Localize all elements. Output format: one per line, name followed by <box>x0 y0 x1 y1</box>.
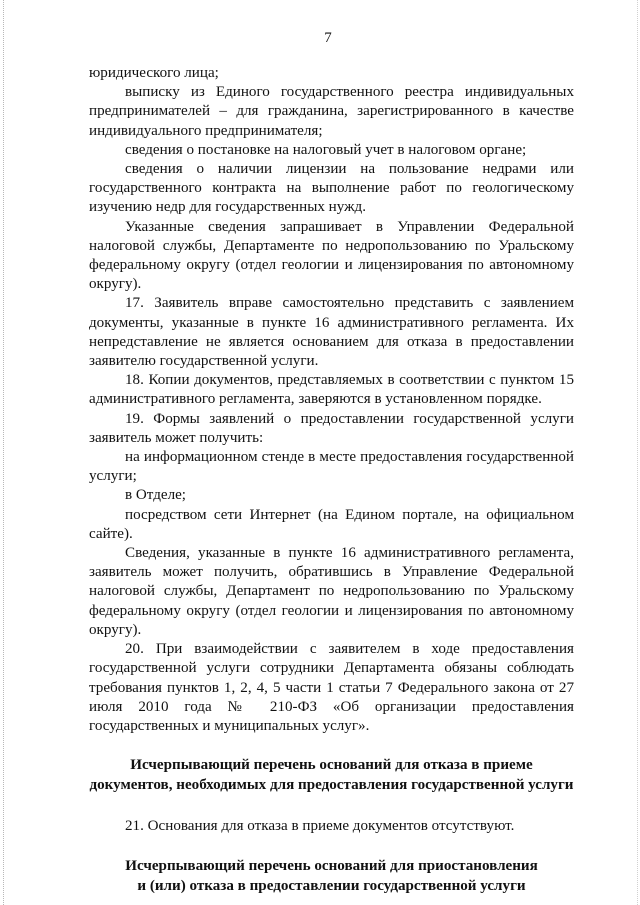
paragraph: сведения о постановке на налоговый учет в налоговом органе; <box>125 141 527 158</box>
paragraph: выписку из Единого государственного реестра индивидуальных предпринимателей – для гражданина, зарегистрированного в качестве индивидуального предпринимателя; <box>89 84 574 139</box>
paragraph: на информационном стенде в месте предоставления государственной услуги; <box>89 449 574 485</box>
heading-line: и (или) отказа в предоставлении государственной услуги <box>137 877 526 894</box>
page-left-edge <box>3 0 4 905</box>
paragraph: сведения о наличии лицензии на пользование недрами или государственного контракта на выполнение работ по геологическому изучению недр для государственных нужд. <box>89 161 574 216</box>
heading-line: Исчерпывающий перечень оснований для приостановления <box>125 858 538 875</box>
heading-line: Исчерпывающий перечень оснований для отказа в приеме <box>130 757 533 774</box>
section-heading-suspension-refusal <box>89 857 574 896</box>
document-body <box>89 64 574 896</box>
heading-line: документов, необходимых для предоставления государственной услуги <box>89 776 574 793</box>
paragraph: 18. Копии документов, представляемых в соответствии с пунктом 15 административного регламента, заверяются в установленном порядке. <box>89 372 574 408</box>
paragraph: в Отделе; <box>125 487 187 504</box>
paragraph: Сведения, указанные в пункте 16 административного регламента, заявитель может получить, обратившись в Управление Федеральной налоговой службы, Департамент по недропользованию по Уральскому федеральному округу (отдел геологии и лицензирования по автономному округу). <box>89 545 574 638</box>
paragraph: 17. Заявитель вправе самостоятельно представить с заявлением документы, указанные в пункте 16 административного регламента. Их непредставление не является основанием для отказа в предоставлении заявителю государственной услуги. <box>89 295 574 370</box>
paragraph: 21. Основания для отказа в приеме документов отсутствуют. <box>125 818 515 835</box>
section-heading-refusal-reception <box>89 756 574 795</box>
page-right-edge <box>637 0 638 905</box>
page-number: 7 <box>324 30 332 46</box>
paragraph: юридического лица; <box>89 65 219 81</box>
paragraph: Указанные сведения запрашивает в Управлении Федеральной налоговой службы, Департаменте по недропользованию по Уральскому федеральному округу (отдел геологии и лицензирования по автономному округу). <box>89 218 574 293</box>
paragraph: посредством сети Интернет (на Едином портале, на официальном сайте). <box>89 506 574 542</box>
paragraph: 20. При взаимодействии с заявителем в ходе предоставления государственной услуги сотрудники Департамента обязаны соблюдать требования пунктов 1, 2, 4, 5 части 1 статьи 7 Федерального закона от 27 июля 2010 года № 210-ФЗ «Об организации предоставления государственных и муниципальных услуг». <box>89 641 574 734</box>
paragraph: 19. Формы заявлений о предоставлении государственной услуги заявитель может получить: <box>89 410 574 446</box>
